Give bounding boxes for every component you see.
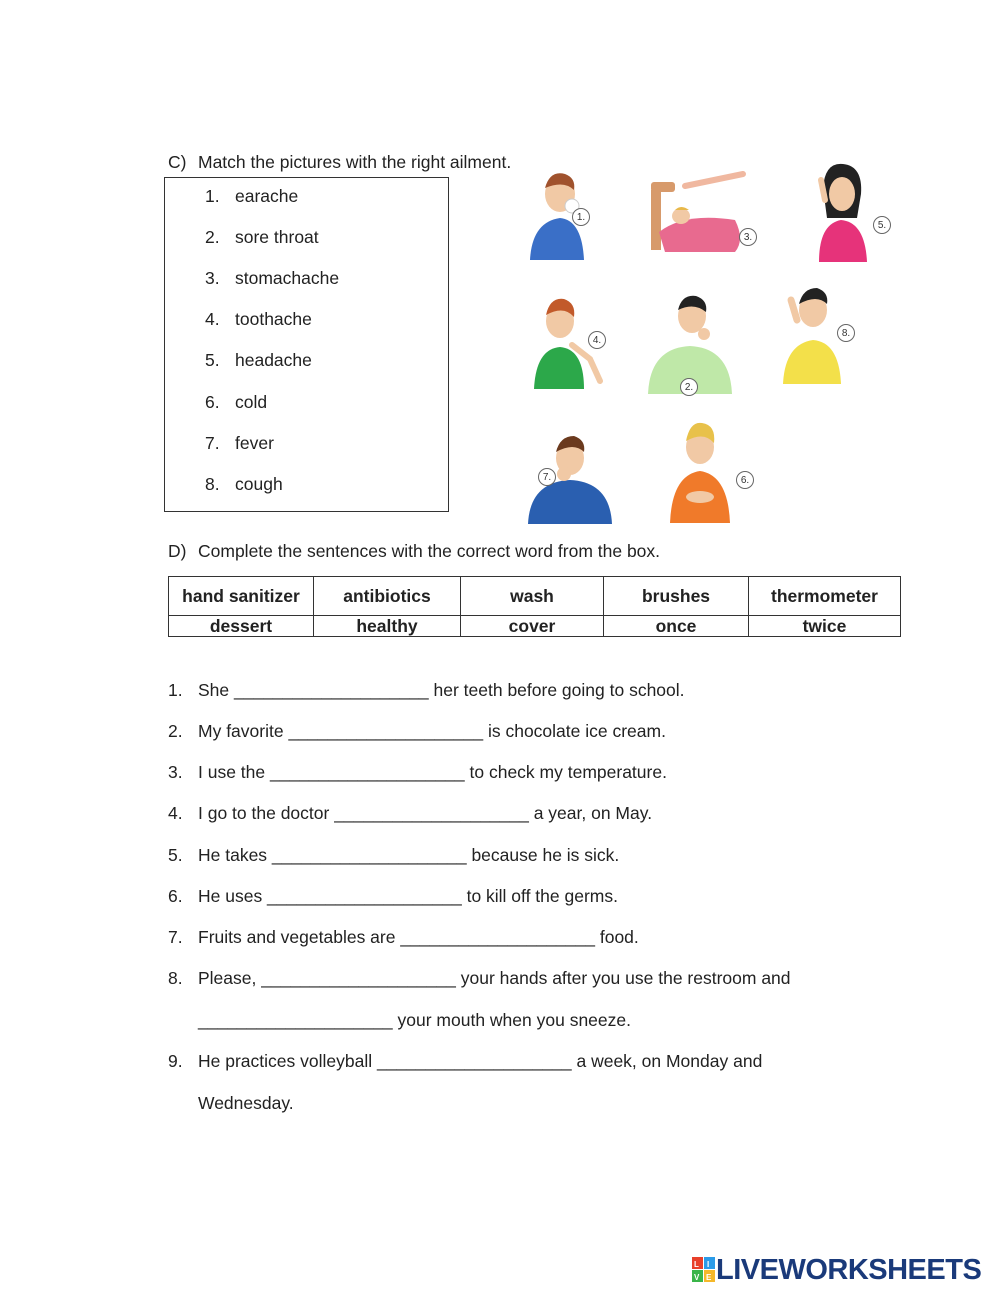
sentence: 8. Please, ____________________ your hands after you use the restroom and (168, 968, 791, 988)
svg-text:L: L (694, 1260, 699, 1269)
word-cell: brushes (604, 577, 749, 616)
list-item: 3. stomachache (205, 268, 340, 288)
logo-text: LIVEWORKSHEETS (716, 1253, 982, 1286)
word-cell: cover (461, 616, 604, 637)
man-toothache-picture (520, 420, 630, 530)
picture-tag: 4. (588, 331, 606, 349)
sentence: 2. My favorite ____________________ is chocolate ice cream. (168, 721, 666, 741)
picture-tag: 5. (873, 216, 891, 234)
word-cell: twice (749, 616, 901, 637)
list-item: 2. sore throat (205, 227, 319, 247)
list-item: 5. headache (205, 350, 312, 370)
sentence: 3. I use the ____________________ to check my temperature. (168, 762, 667, 782)
sentence: 6. He uses ____________________ to kill off the germs. (168, 886, 618, 906)
boy-stomachache-picture (660, 415, 770, 525)
boy-green-shirt-picture (520, 285, 630, 395)
section-c-title: C) Match the pictures with the right ailment. (168, 152, 512, 172)
list-item: 8. cough (205, 474, 283, 494)
picture-tag: 1. (572, 208, 590, 226)
word-cell: healthy (314, 616, 461, 637)
word-cell: hand sanitizer (169, 577, 314, 616)
list-item: 4. toothache (205, 309, 312, 329)
child-in-bed-picture (645, 160, 755, 270)
picture-tag: 3. (739, 228, 757, 246)
word-cell: wash (461, 577, 604, 616)
sentence: 1. She ____________________ her teeth before going to school. (168, 680, 685, 700)
sentence: 4. I go to the doctor ____________________ a year, on May. (168, 803, 653, 823)
word-cell: dessert (169, 616, 314, 637)
woman-headache-picture (795, 158, 905, 268)
man-earache-picture (775, 280, 885, 390)
sentence-continuation: Wednesday. (198, 1093, 294, 1113)
picture-tag: 2. (680, 378, 698, 396)
list-item: 1. earache (205, 186, 299, 206)
list-item: 7. fever (205, 433, 274, 453)
liveworksheets-logo (692, 1254, 981, 1286)
word-cell: antibiotics (314, 577, 461, 616)
svg-text:V: V (694, 1273, 700, 1282)
word-box (168, 576, 901, 637)
sentence: 7. Fruits and vegetables are ____________________ food. (168, 927, 639, 947)
picture-tag: 8. (837, 324, 855, 342)
word-cell: once (604, 616, 749, 637)
sentence-continuation: ____________________ your mouth when you sneeze. (198, 1010, 631, 1030)
boy-blowing-nose-picture (520, 160, 630, 270)
sentence: 9. He practices volleyball ____________________ a week, on Monday and (168, 1051, 763, 1071)
ailment-list-box (164, 177, 449, 512)
sentence: 5. He takes ____________________ because he is sick. (168, 845, 620, 865)
liveworksheets-logo-icon (692, 1257, 716, 1283)
svg-text:E: E (706, 1273, 712, 1282)
list-item: 6. cold (205, 392, 268, 412)
man-coughing-picture (640, 290, 750, 400)
ailment-pictures (520, 150, 905, 530)
word-cell: thermometer (749, 577, 901, 616)
picture-tag: 6. (736, 471, 754, 489)
section-d-title: D) Complete the sentences with the correct word from the box. (168, 541, 661, 561)
picture-tag: 7. (538, 468, 556, 486)
svg-text:I: I (707, 1260, 710, 1269)
